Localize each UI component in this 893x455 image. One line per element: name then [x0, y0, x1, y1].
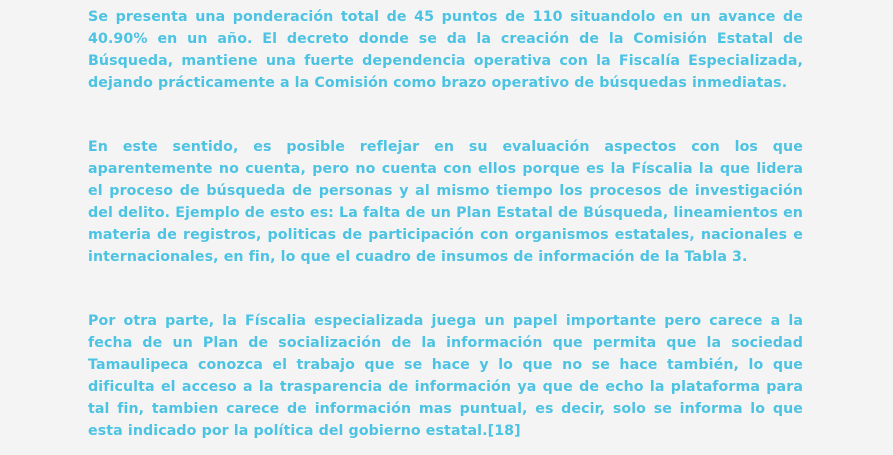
- paragraph-ponderacion: Se presenta una ponderación total de 45 puntos de 110 situandolo en un avance de 40.90% en un año. El decreto donde se da la creación de la Comisión Estatal de Búsqueda, mantiene una fuerte dependencia operativa con la Fiscalía Especializada, dejando prácticamente a la Comisión como brazo operativo de búsquedas inmediatas.: [88, 9, 803, 91]
- paragraph-evaluacion: En este sentido, es posible reflejar en su evaluación aspectos con los que aparentemente no cuenta, pero no cuenta con ellos porque es la Físcalia la que lidera el proceso de búsqueda de personas y al mismo tiempo los procesos de investigación del delito. Ejemplo de esto es: La falta de un Plan Estatal de Búsqueda, lineamientos en materia de registros, politicas de participación con organismos estatales, nacionales e internacionales, en fin, lo que el cuadro de insumos de información de la Tabla 3.: [88, 139, 803, 265]
- document-body: [88, 6, 803, 442]
- paragraph-fiscalia: Por otra parte, la Físcalia especializada juega un papel importante pero carece a la fecha de un Plan de socialización de la información que permita que la sociedad Tamaulipeca conozca el trabajo que se hace y lo que no se hace también, lo que dificulta el acceso a la trasparencia de información ya que de echo la plataforma para tal fin, tambien carece de información mas puntual, es decir, solo se informa lo que esta indicado por la política del gobierno estatal.[18]: [88, 313, 803, 439]
